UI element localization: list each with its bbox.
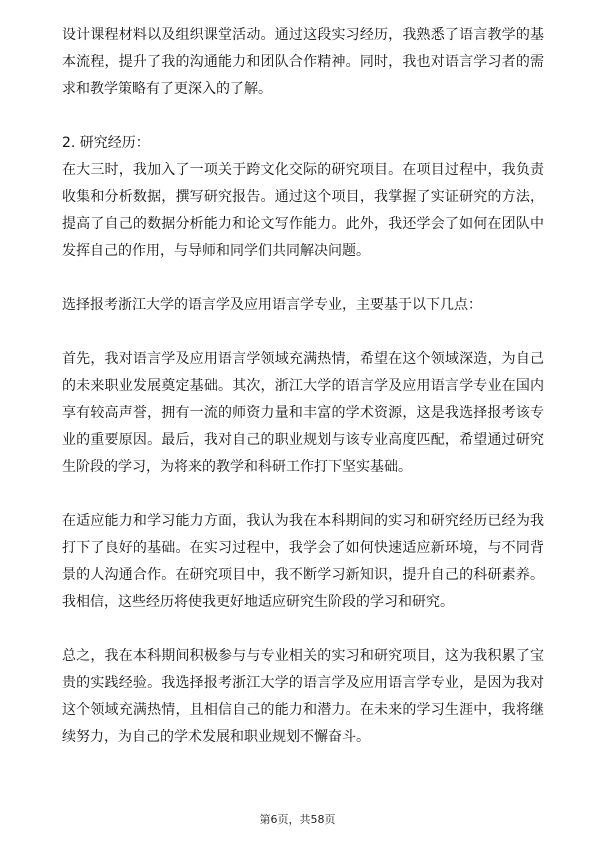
- page-number: 第6页，共58页: [259, 813, 336, 826]
- paragraph-reasons: 首先，我对语言学及应用语言学领域充满热情，希望在这个领域深造，为自己的未来职业发展奠定基础。其次，浙江大学的语言学及应用语言学专业在国内享有较高声誉，拥有一流的师资力量和丰富的学术资源，这是我选择报考该专业的重要原因。最后，我对自己的职业规划与该专业高度匹配，希望通过研究生阶段的学习，为将来的教学和科研工作打下坚实基础。: [62, 351, 544, 475]
- paragraph-internship-continued: 设计课程材料以及组织课堂活动。通过这段实习经历，我熟悉了语言教学的基本流程，提升了我的沟通能力和团队合作精神。同时，我也对语言学习者的需求和教学策略有了更深入的了解。: [62, 27, 544, 97]
- paragraph-adaptability: 在适应能力和学习能力方面，我认为我在本科期间的实习和研究经历已经为我打下了良好的基础。在实习过程中，我学会了如何快速适应新环境，与不同背景的人沟通合作。在研究项目中，我不断学习新知识，提升自己的科研素养。我相信，这些经历将使我更好地适应研究生阶段的学习和研究。: [62, 513, 544, 610]
- paragraph-research-experience: 在大三时，我加入了一项关于跨文化交际的研究项目。在项目过程中，我负责收集和分析数据，撰写研究报告。通过这个项目，我掌握了实证研究的方法，提高了自己的数据分析能力和论文写作能力。此外，我还学会了如何在团队中发挥自己的作用，与导师和同学们共同解决问题。: [62, 162, 544, 259]
- section-heading-research: 2. 研究经历：: [62, 135, 150, 151]
- document-body: [62, 22, 544, 751]
- paragraph-reasons-intro: 选择报考浙江大学的语言学及应用语言学专业，主要基于以下几点：: [62, 297, 482, 313]
- paragraph-conclusion: 总之，我在本科期间积极参与与专业相关的实习和研究项目，这为我积累了宝贵的实践经验。我选择报考浙江大学的语言学及应用语言学专业，是因为我对这个领域充满热情，且相信自己的能力和潜力。在未来的学习生涯中，我将继续努力，为自己的学术发展和职业规划不懈奋斗。: [62, 648, 544, 745]
